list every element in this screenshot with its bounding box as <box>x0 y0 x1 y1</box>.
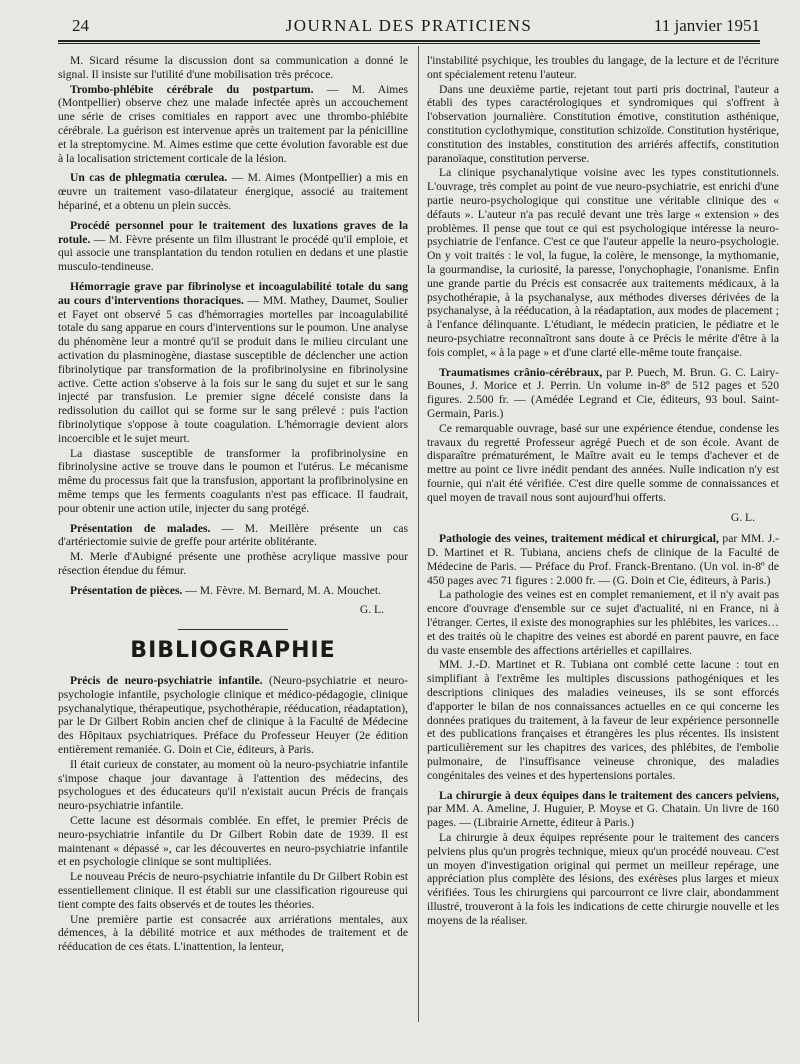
paragraph: Il était curieux de constater, au moment où la neuro-psychiatrie infantile s'impose chaque jour davantage à l'attention des médecins, des psychologues et des éducateurs qu'il n'existait aucun Précis de français neuro-psychiatrie infantile. <box>58 757 408 813</box>
book-title: Traumatismes crânio-cérébraux, <box>439 365 603 379</box>
header-rule-thin <box>58 43 760 44</box>
entry-text: — M. Aimes (Montpellier) observe chez une malade infectée après un accouchement une série de crises comitiales en rapport avec une thrombo-phlébite cérébrale. La guérison est intervenue après un traitement par la pénicilline et la streptomycine. M. Aimes estime que cette évolution favorable est due à la localisation strictement corticale de la lésion. <box>58 82 408 165</box>
book-reference: par P. Puech, M. Brun. G. C. Lairy-Bounes, J. Morice et J. Perrin. Un volume in-8º de 512 pages et 520 figures. 2.500 fr. — (Amédée Legrand et Cie, éditeurs, 93 boul. Saint-Germain, Paris.) <box>427 365 780 420</box>
issue-date: 11 janvier 1951 <box>653 16 760 35</box>
entry-heading: Présentation de malades. <box>70 521 211 535</box>
column-separator <box>418 46 419 1022</box>
author-signature: G. L. <box>730 510 755 524</box>
book-title: Précis de neuro-psychiatrie infantile. <box>70 674 263 688</box>
entry-heading: Hémorragie grave par fibrinolyse et incoagulabilité totale du sang au cours d'interventions thoraciques. <box>58 279 408 307</box>
paragraph: M. Merle d'Aubigné présente une prothèse acrylique massive pour résection étendue du fémur. <box>58 550 408 577</box>
book-reference: par MM. A. Ameline, J. Huguier, P. Moyse et G. Chatain. Un livre de 160 pages. — (Librairie Arnette, éditeur à Paris.) <box>427 802 779 830</box>
entry-heading: Procédé personnel pour le traitement des luxations graves de la rotule. <box>58 218 408 246</box>
entry-heading: Un cas de phlegmatia cœrulea. <box>70 171 228 185</box>
page-header <box>58 16 760 36</box>
left-column <box>58 54 408 960</box>
book-reference: par MM. J.-D. Martinet et R. Tubiana, anciens chefs de clinique de la Faculté de Médecine de Paris. — Préface du Prof. Franck-Brentano. (Un vol. in-8º de 450 pages avec 71 figures : 2.000 fr. — (G. Doin et Cie, éditeurs, à Paris.) <box>427 532 779 587</box>
entry-text: — MM. Mathey, Daumet, Soulier et Fayet ont observé 5 cas d'hémorragies mortelles par incoagulabilité totale du sang apparue en cours d'interventions sur le poumon. Une analyse du phénomène leur a montré qu'il se produit dans le milieu circulant une activation du plasminogène, diastase susceptible de déclencher une action fibrinolytique par transformation de la profibrinolysine en fibrinolysine active. Cette action s'observe à la fois sur le sang du sujet et sur le sang injecté par transfusion. Le premier signe décelé consiste dans la redissolution du caillot qui se forme sur le sang prélevé : puis l'action fibrinolytique s'oppose à toute coagulation. L'hémorragie devient alors incoercible et le sujet meurt. <box>58 293 408 445</box>
paragraph: La clinique psychanalytique voisine avec les types constitutionnels. L'ouvrage, très complet au point de vue neuro-psychiatrie, est enrichi d'une partie neuro-psychologique qui constitue une véritable clinique des « défauts ». L'auteur n'a pas reculé devant une très large « extension » des problèmes. Il pense que tout ce qui est psychologique intéresse la neuro-psychiatrie de l'enfance. C'est ce que l'auteur appelle la neuro-psychologie. On y voit traités : le vol, la fugue, la colère, le mensonge, la mythomanie, la gourmandise, la curiosité, la paresse, l'onychophagie, l'onanisme. Enfin une grande partie du Précis est consacrée aux traitements médicaux, à la psychothérapie, à la psychanalyse, aux méthodes diverses dérivées de la psychanalyse, à la rééducation, à la réadaptation, aux modes de placement ; à l'enfance délinquante. L'étudiant, le médecin praticien, le pédiatre et le neuro-psychiatre reconnaîtront sans doute à ce Précis le mérite d'être à la fois complet, « à la page » et d'une clarté elle-même toute française. <box>427 166 779 359</box>
entry-text: — M. Fèvre présente un film illustrant le procédé qu'il emploie, et qui associe une transplantation du tendon rotulien en dedans et une plastie musculo-tendineuse. <box>58 232 408 274</box>
report-entry <box>58 280 408 516</box>
entry-text: — M. Aimes (Montpellier) a mis en œuvre un traitement vaso-dilatateur énergique, associé au traitement hépariné, et a obtenu un plein succès. <box>58 171 408 212</box>
book-title: La chirurgie à deux équipes dans le traitement des cancers pelviens, <box>439 788 779 802</box>
paragraph: l'instabilité psychique, les troubles du langage, de la lecture et de l'écriture ont spécialement retenu l'auteur. <box>427 54 779 81</box>
paragraph: M. Sicard résume la discussion dont sa communication a donné le signal. Il insiste sur l'utilité d'une mobilisation très précoce. <box>58 54 408 81</box>
paragraph: La chirurgie à deux équipes représente pour le traitement des cancers pelviens plus qu'un progrès technique, mieux qu'un procédé nouveau. C'est un moyen d'investigation original qui permet un meilleur repérage, une appréciation plus complète des lésions, des exérèses plus larges et mieux vérifiées. Tous les chirurgiens qui parcourront ce livre clair, abondamment illustré, trouveront à la fois les indications de cette chirurgie nouvelle et les moyens de la réaliser. <box>427 831 779 927</box>
report-entry <box>58 83 408 166</box>
book-review <box>427 532 779 782</box>
section-title: BIBLIOGRAPHIE <box>130 638 336 664</box>
paragraph: Ce remarquable ouvrage, basé sur une expérience étendue, condense les travaux du regretté Professeur agrégé Puech et de son école. Avant de disparaître prématurément, le Maître avait eu le temps d'achever et de mettre au point ce livre inédit pendant des années. Nulle indication n'y est fournie, qui n'ait été vérifiée. C'est dire quelle somme de connaissances et quel moyen de travail nous sont aujourd'hui offerts. <box>427 421 779 504</box>
book-review <box>427 789 779 928</box>
entry-heading: Présentation de pièces. <box>70 583 183 597</box>
right-column <box>427 54 779 934</box>
journal-title: JOURNAL DES PRATICIENS <box>285 16 533 35</box>
section-divider <box>178 629 288 630</box>
paragraph: Cette lacune est désormais comblée. En effet, le premier Précis de neuro-psychiatrie infantile du Dr Gilbert Robin date de 1939. Il est maintenant « dépassé », car les découvertes en neuro-psychiatrie infantile et en psychologie clinique se sont multipliées. <box>58 814 408 869</box>
entry-text: — M. Fèvre. M. Bernard, M. A. Mouchet. <box>182 583 382 597</box>
entry-text: — M. Meillère présente un cas d'artériectomie suivie de greffe pour artérite oblitérante. <box>58 521 408 549</box>
report-entry <box>58 171 408 212</box>
paragraph: La pathologie des veines est en complet remaniement, et il n'y avait pas encore d'ouvrage d'ensemble sur ce sujet d'actualité, ni en France, ni à l'étranger. Certes, il existe des monographies sur les phlébites, les varices… et des traités où le chapitre des veines est abordé en parent pauvre, en face du vaste ensemble des affections artérielles et capillaires. <box>427 588 779 657</box>
book-review <box>427 366 779 505</box>
paragraph: MM. J.-D. Martinet et R. Tubiana ont comblé cette lacune : tout en simplifiant à l'extrême les multiples discussions pathogéniques et les descriptions cliniques des maladies veineuses, ils se sont efforcés d'apporter le bilan de nos connaissances actuelles en ce qui concerne les données pratiques du traitement, à la faveur de leur expérience personnelle et des publications françaises et étrangères les plus récentes. Ils insistent particulièrement sur les chapitres des varices, des phlébites, de l'embolie pulmonaire, de l'insuffisance veineuse chronique, des maladies congénitales des veines et des hypertensions portales. <box>427 658 779 782</box>
page-number: 24 <box>72 16 89 35</box>
report-entry <box>58 522 408 578</box>
book-review <box>58 674 408 954</box>
paragraph: Le nouveau Précis de neuro-psychiatrie infantile du Dr Gilbert Robin est essentiellement clinique. Il est établi sur une classification rigoureuse qui tient compte des faits observés et de toutes les théories. <box>58 870 408 911</box>
entry-heading: Trombo-phlébite cérébrale du postpartum. <box>70 82 314 96</box>
paragraph: La diastase susceptible de transformer la profibrinolysine en fibrinolysine active se trouve dans le poumon et l'utérus. Le mécanisme même du processus fait que la transfusion, apportant la profibrinolysine en même temps que les ferments coagulants n'est pas efficace. Il faudrait, pour obtenir une action utile, injecter du sang protégé. <box>58 446 408 515</box>
paragraph: Dans une deuxième partie, rejetant tout parti pris doctrinal, l'auteur a établi des types caractérologiques et syndromiques qui s'offrent à l'observation journalière. Constitution émotive, constitution asthénique, constitution cyclothymique, constitution schizoïde. Constitution hystérique, constitution des instables, constitution des arriérés affectifs, constitution paranoïaque, constitution perverse. <box>427 82 779 165</box>
header-rule <box>58 40 760 42</box>
report-entry <box>58 219 408 274</box>
book-title: Pathologie des veines, traitement médical et chirurgical, <box>439 532 719 546</box>
paragraph: Une première partie est consacrée aux arriérations mentales, aux démences, à la débilité motrice et aux méthodes de traitement et de rééducation de ces états. L'inattention, la lenteur, <box>58 912 408 954</box>
author-signature: G. L. <box>359 603 384 617</box>
report-entry <box>58 584 408 598</box>
book-reference: (Neuro-psychiatrie et neuro-psychologie infantile, psychologie clinique et médico-pédagogie, clinique psychanalytique, thérapeutique, psychothérapie, rééducation, réadaptation), par le Dr Gilbert Robin ancien chef de clinique à la Faculté de Médecine des Hôpitaux psychiatriques. Préface du Professeur Heuyer (2e édition entièrement remaniée. G. Doin et Cie, éditeurs, à Paris. <box>58 674 408 757</box>
